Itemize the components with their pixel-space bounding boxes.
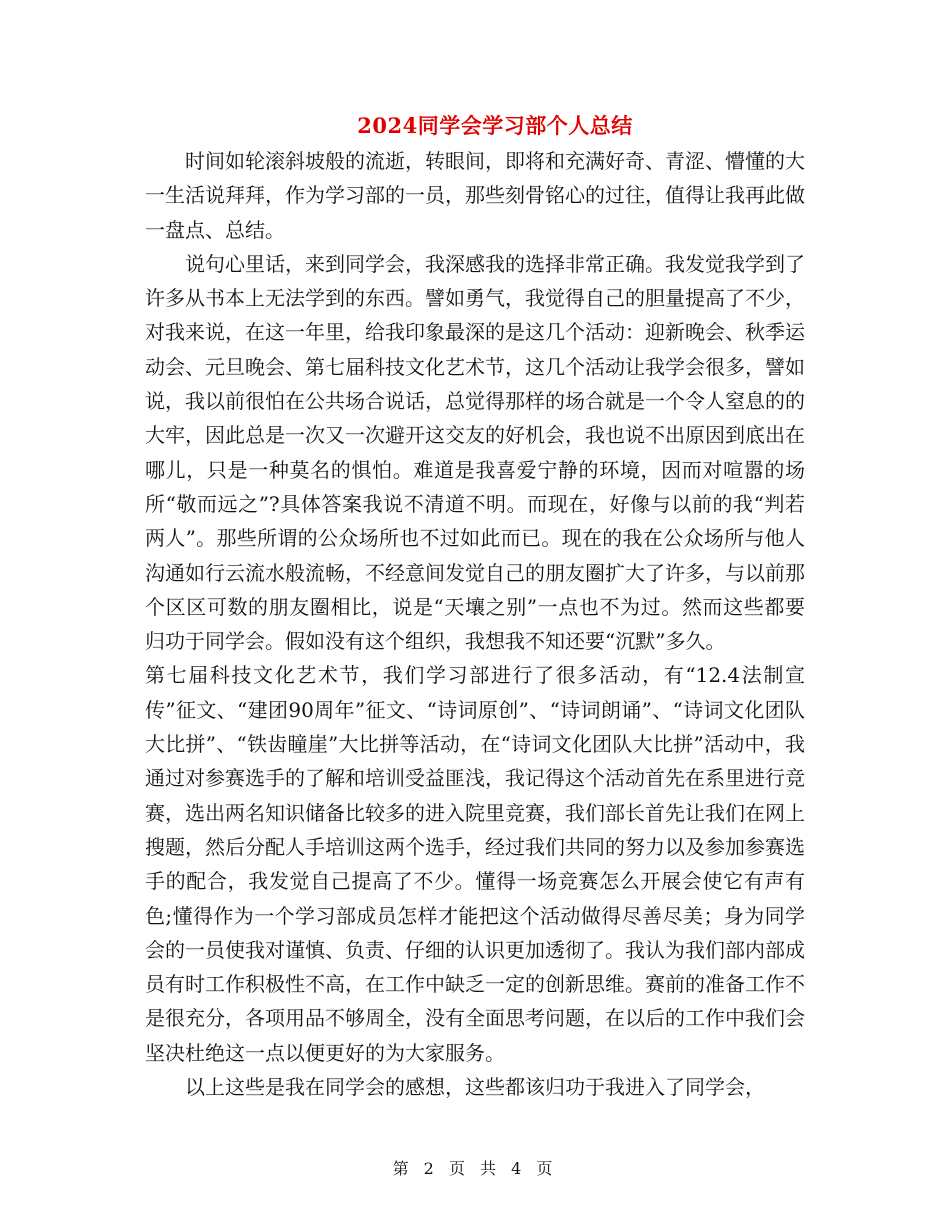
paragraph-reflection: 说句心里话，来到同学会，我深感我的选择非常正确。我发觉我学到了许多从书本上无法学到的东西。譬如勇气，我觉得自己的胆量提高了不少，对我来说，在这一年里，给我印象最深的是这几个活动：迎新晚会、秋季运动会、元旦晚会、第七届科技文化艺术节，这几个活动让我学会很多，譬如说，我以前很怕在公共场合说话，总觉得那样的场合就是一个令人窒息的的大牢，因此总是一次又一次避开这交友的好机会，我也说不出原因到底出在哪儿，只是一种莫名的惧怕。难道是我喜爱宁静的环境，因而对喧嚣的场所“敬而远之”?具体答案我说不清道不明。而现在，好像与以前的我“判若两人”。那些所谓的公众场所也不过如此而已。现在的我在公众场所与他人沟通如行云流水般流畅，不经意间发觉自己的朋友圈扩大了许多，与以前那个区区可数的朋友圈相比，说是“天壤之别”一点也不为过。然而这些都要归功于同学会。假如没有这个组织，我想我不知还要“沉默”多久。 [145, 251, 805, 654]
paragraph-intro: 时间如轮滚斜坡般的流逝，转眼间，即将和充满好奇、青涩、懵懂的大一生活说拜拜，作为学习部的一员，那些刻骨铭心的过往，值得让我再此做一盘点、总结。 [145, 149, 805, 242]
document-body [145, 144, 805, 1104]
document-title: 2024同学会学习部个人总结 [357, 113, 633, 138]
paragraph-festival: 第七届科技文化艺术节，我们学习部进行了很多活动，有“12.4法制宣传”征文、“建团90周年”征文、“诗词原创”、“诗词朗诵”、“诗词文化团队大比拼”、“铁齿瞳崖”大比拼等活动，在“诗词文化团队大比拼”活动中，我通过对参赛选手的了解和培训受益匪浅，我记得这个活动首先在系里进行竞赛，选出两名知识储备比较多的进入院里竞赛，我们部长首先让我们在网上搜题，然后分配人手培训这两个选手，经过我们共同的努力以及参加参赛选手的配合，我发觉自己提高了不少。懂得一场竞赛怎么开展会使它有声有色;懂得作为一个学习部成员怎样才能把这个活动做得尽善尽美；身为同学会的一员使我对谨慎、负责、仔细的认识更加透彻了。我认为我们部内部成员有时工作积极性不高，在工作中缺乏一定的创新思维。赛前的准备工作不是很充分，各项用品不够周全，没有全面思考问题，在以后的工作中我们会坚决杜绝这一点以便更好的为大家服务。 [145, 663, 805, 1065]
page-footer: 第 2 页 共 4 页 [392, 1159, 558, 1178]
paragraph-conclusion: 以上这些是我在同学会的感想，这些都该归功于我进入了同学会， [185, 1075, 765, 1100]
